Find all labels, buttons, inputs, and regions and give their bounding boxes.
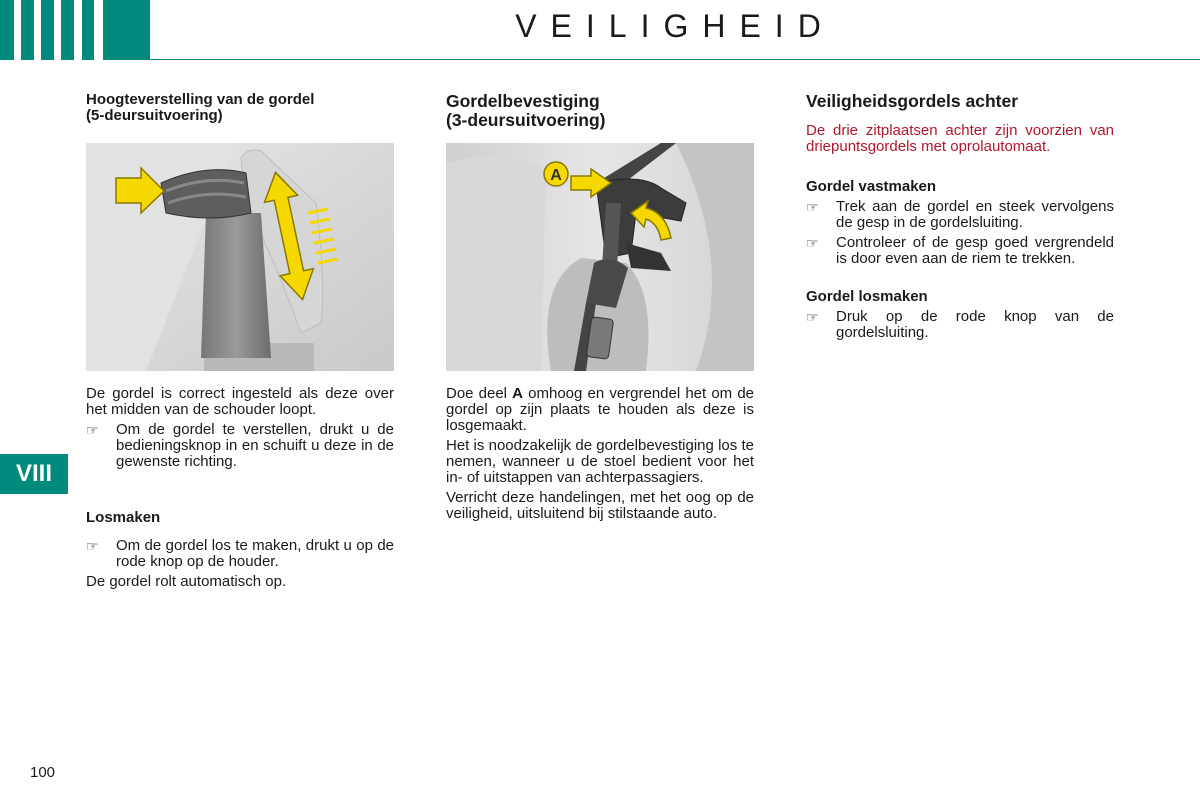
bullet-list-release bbox=[86, 538, 394, 570]
section-heading-rear-belts: Veiligheidsgordels achter bbox=[806, 91, 1019, 111]
column-belt-anchor bbox=[446, 92, 754, 130]
section-heading-belt-anchor: Gordelbevestiging (3-deursuitvoering) bbox=[446, 91, 606, 130]
illustration-belt-height-adjuster bbox=[86, 143, 394, 371]
paragraph-raise-part-a: Doe deel A omhoog en vergrendel het om de gordel op zijn plaats te houden als deze is losgemaakt. bbox=[446, 385, 754, 434]
sub-heading-release: Losmaken bbox=[86, 509, 161, 526]
sub-heading-fasten: Gordel vastmaken bbox=[806, 178, 937, 195]
bullet-item-press-red-button: ☞ Druk op de rode knop van de gordelsluiting. bbox=[806, 308, 1114, 341]
bullet-item-check-buckle: ☞ Controleer of de gesp goed vergrendeld is door even aan de riem te trekken. bbox=[806, 234, 1114, 267]
paragraph-release-anchor: Het is noodzakelijk de gordelbevestiging los te nemen, wanneer u de stoel bedient voor het in- of uitstappen van achterpassagiers. bbox=[446, 437, 754, 486]
bullet-item-adjust: ☞ Om de gordel te verstellen, drukt u de bedieningsknop in en schuift u deze in de gewenste richting. bbox=[86, 421, 394, 470]
bullet-list-fasten bbox=[806, 199, 1114, 267]
illustration-belt-anchor bbox=[446, 143, 754, 371]
paragraph-safety-note: Verricht deze handelingen, met het oog op de veiligheid, uitsluitend bij stilstaande auto. bbox=[446, 489, 754, 522]
column-rear-belts bbox=[806, 92, 1114, 341]
header-stripes bbox=[14, 0, 103, 60]
column-height-adjustment-text bbox=[86, 386, 394, 590]
page-title bbox=[150, 0, 1200, 60]
paragraph-correct-setting: De gordel is correct ingesteld als deze over het midden van de schouder loopt. bbox=[86, 385, 394, 418]
column-height-adjustment bbox=[86, 92, 394, 124]
pointing-hand-icon: ☞ bbox=[86, 422, 99, 438]
paragraph-rear-intro: De drie zitplaatsen achter zijn voorzien van driepuntsgordels met oprolautomaat. bbox=[806, 122, 1114, 155]
paragraph-auto-retract: De gordel rolt automatisch op. bbox=[86, 573, 287, 590]
bullet-list-unfasten bbox=[806, 309, 1114, 341]
column-belt-anchor-text bbox=[446, 386, 754, 522]
page-title-text: VEILIGHEID bbox=[515, 8, 835, 44]
chapter-tab-label: VIII bbox=[15, 460, 52, 487]
page-header bbox=[0, 0, 1200, 60]
page-number: 100 bbox=[30, 764, 56, 781]
bullet-list-adjust bbox=[86, 422, 394, 470]
pointing-hand-icon: ☞ bbox=[806, 235, 819, 251]
pointing-hand-icon: ☞ bbox=[806, 199, 819, 215]
bullet-item-release: ☞ Om de gordel los te maken, drukt u op de rode knop op de houder. bbox=[86, 537, 394, 570]
callout-a-label: A bbox=[550, 167, 562, 184]
sub-heading-unfasten: Gordel losmaken bbox=[806, 288, 928, 305]
chapter-tab bbox=[0, 454, 68, 494]
section-heading-height-adjustment: Hoogteverstelling van de gordel (5-deursuitvoering) bbox=[86, 91, 315, 124]
pointing-hand-icon: ☞ bbox=[86, 538, 99, 554]
pointing-hand-icon: ☞ bbox=[806, 309, 819, 325]
bullet-item-pull-belt: ☞ Trek aan de gordel en steek vervolgens de gesp in de gordelsluiting. bbox=[806, 198, 1114, 231]
